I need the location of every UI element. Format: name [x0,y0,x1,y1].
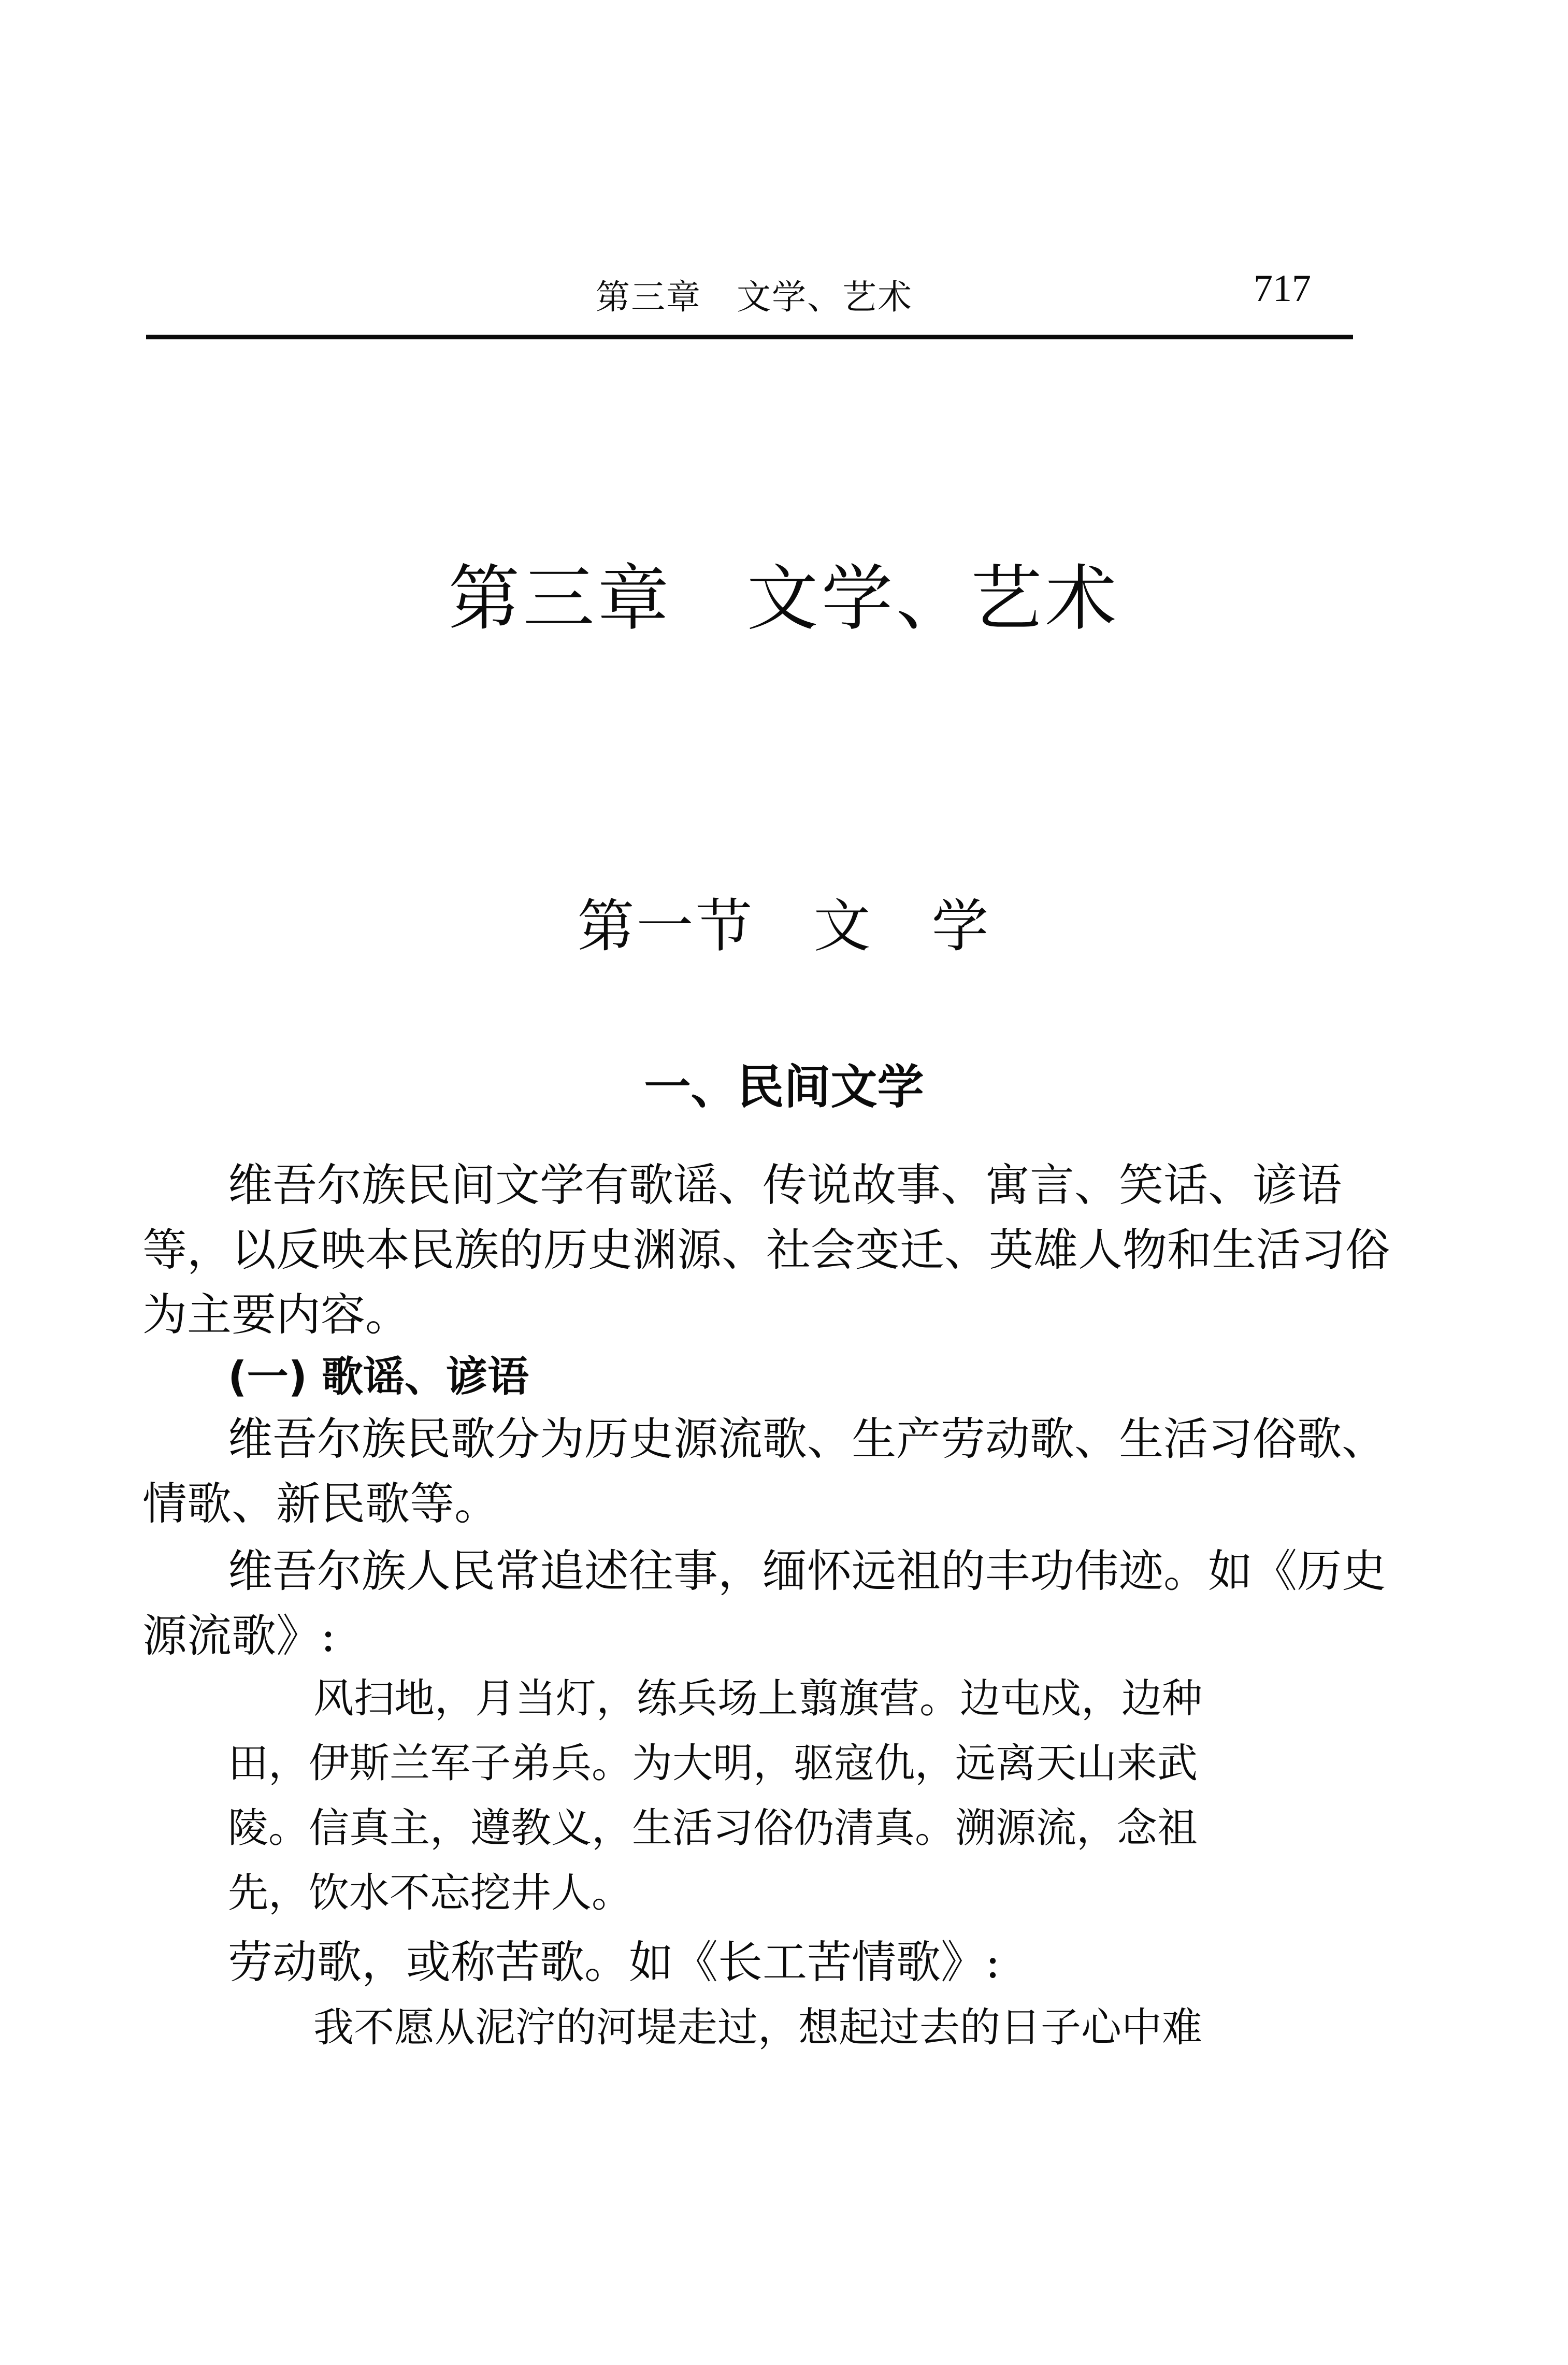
subsection-title: 一、民间文学 [644,1060,924,1114]
paragraph-line: 等，以反映本民族的历史渊源、社会变迁、英雄人物和生活习俗 [142,1224,1390,1276]
paragraph-line: 维吾尔族人民常追述往事，缅怀远祖的丰功伟迹。如《历史 [228,1545,1386,1597]
quote-line: 我不愿从泥泞的河堤走过，想起过去的日子心中难 [313,2004,1203,2051]
quote-line: 先，饮水不忘挖井人。 [228,1870,632,1916]
chapter-title: 第三章 文学、艺术 [448,557,1120,640]
paragraph-line: 劳动歌，或称苦歌。如《长工苦情歌》: [228,1937,1000,1988]
paragraph-line: 维吾尔族民歌分为历史源流歌、生产劳动歌、生活习俗歌、 [228,1413,1386,1465]
quote-line: 风扫地，月当灯，练兵场上翦旗营。边屯戍，边种 [313,1675,1203,1722]
header-rule [146,335,1353,339]
quote-line: 陵。信真主，遵教义，生活习俗仍清真。溯源流，念祖 [228,1805,1198,1852]
page-number: 717 [1254,267,1311,310]
section-title: 第一节 文 学 [577,893,991,959]
paragraph-line: 情歌、新民歌等。 [142,1478,499,1530]
running-header-title: 第三章 文学、艺术 [596,277,913,317]
paragraph-line: 源流歌》: [142,1610,336,1662]
paragraph-line: 为主要内容。 [142,1289,410,1341]
subheading-songs: (一) 歌谣、谚语 [228,1353,529,1401]
paragraph-line: 维吾尔族民间文学有歌谣、传说故事、寓言、笑话、谚语 [228,1159,1342,1211]
quote-line: 田，伊斯兰军子弟兵。为大明，驱寇仇，远离天山来武 [228,1740,1198,1787]
